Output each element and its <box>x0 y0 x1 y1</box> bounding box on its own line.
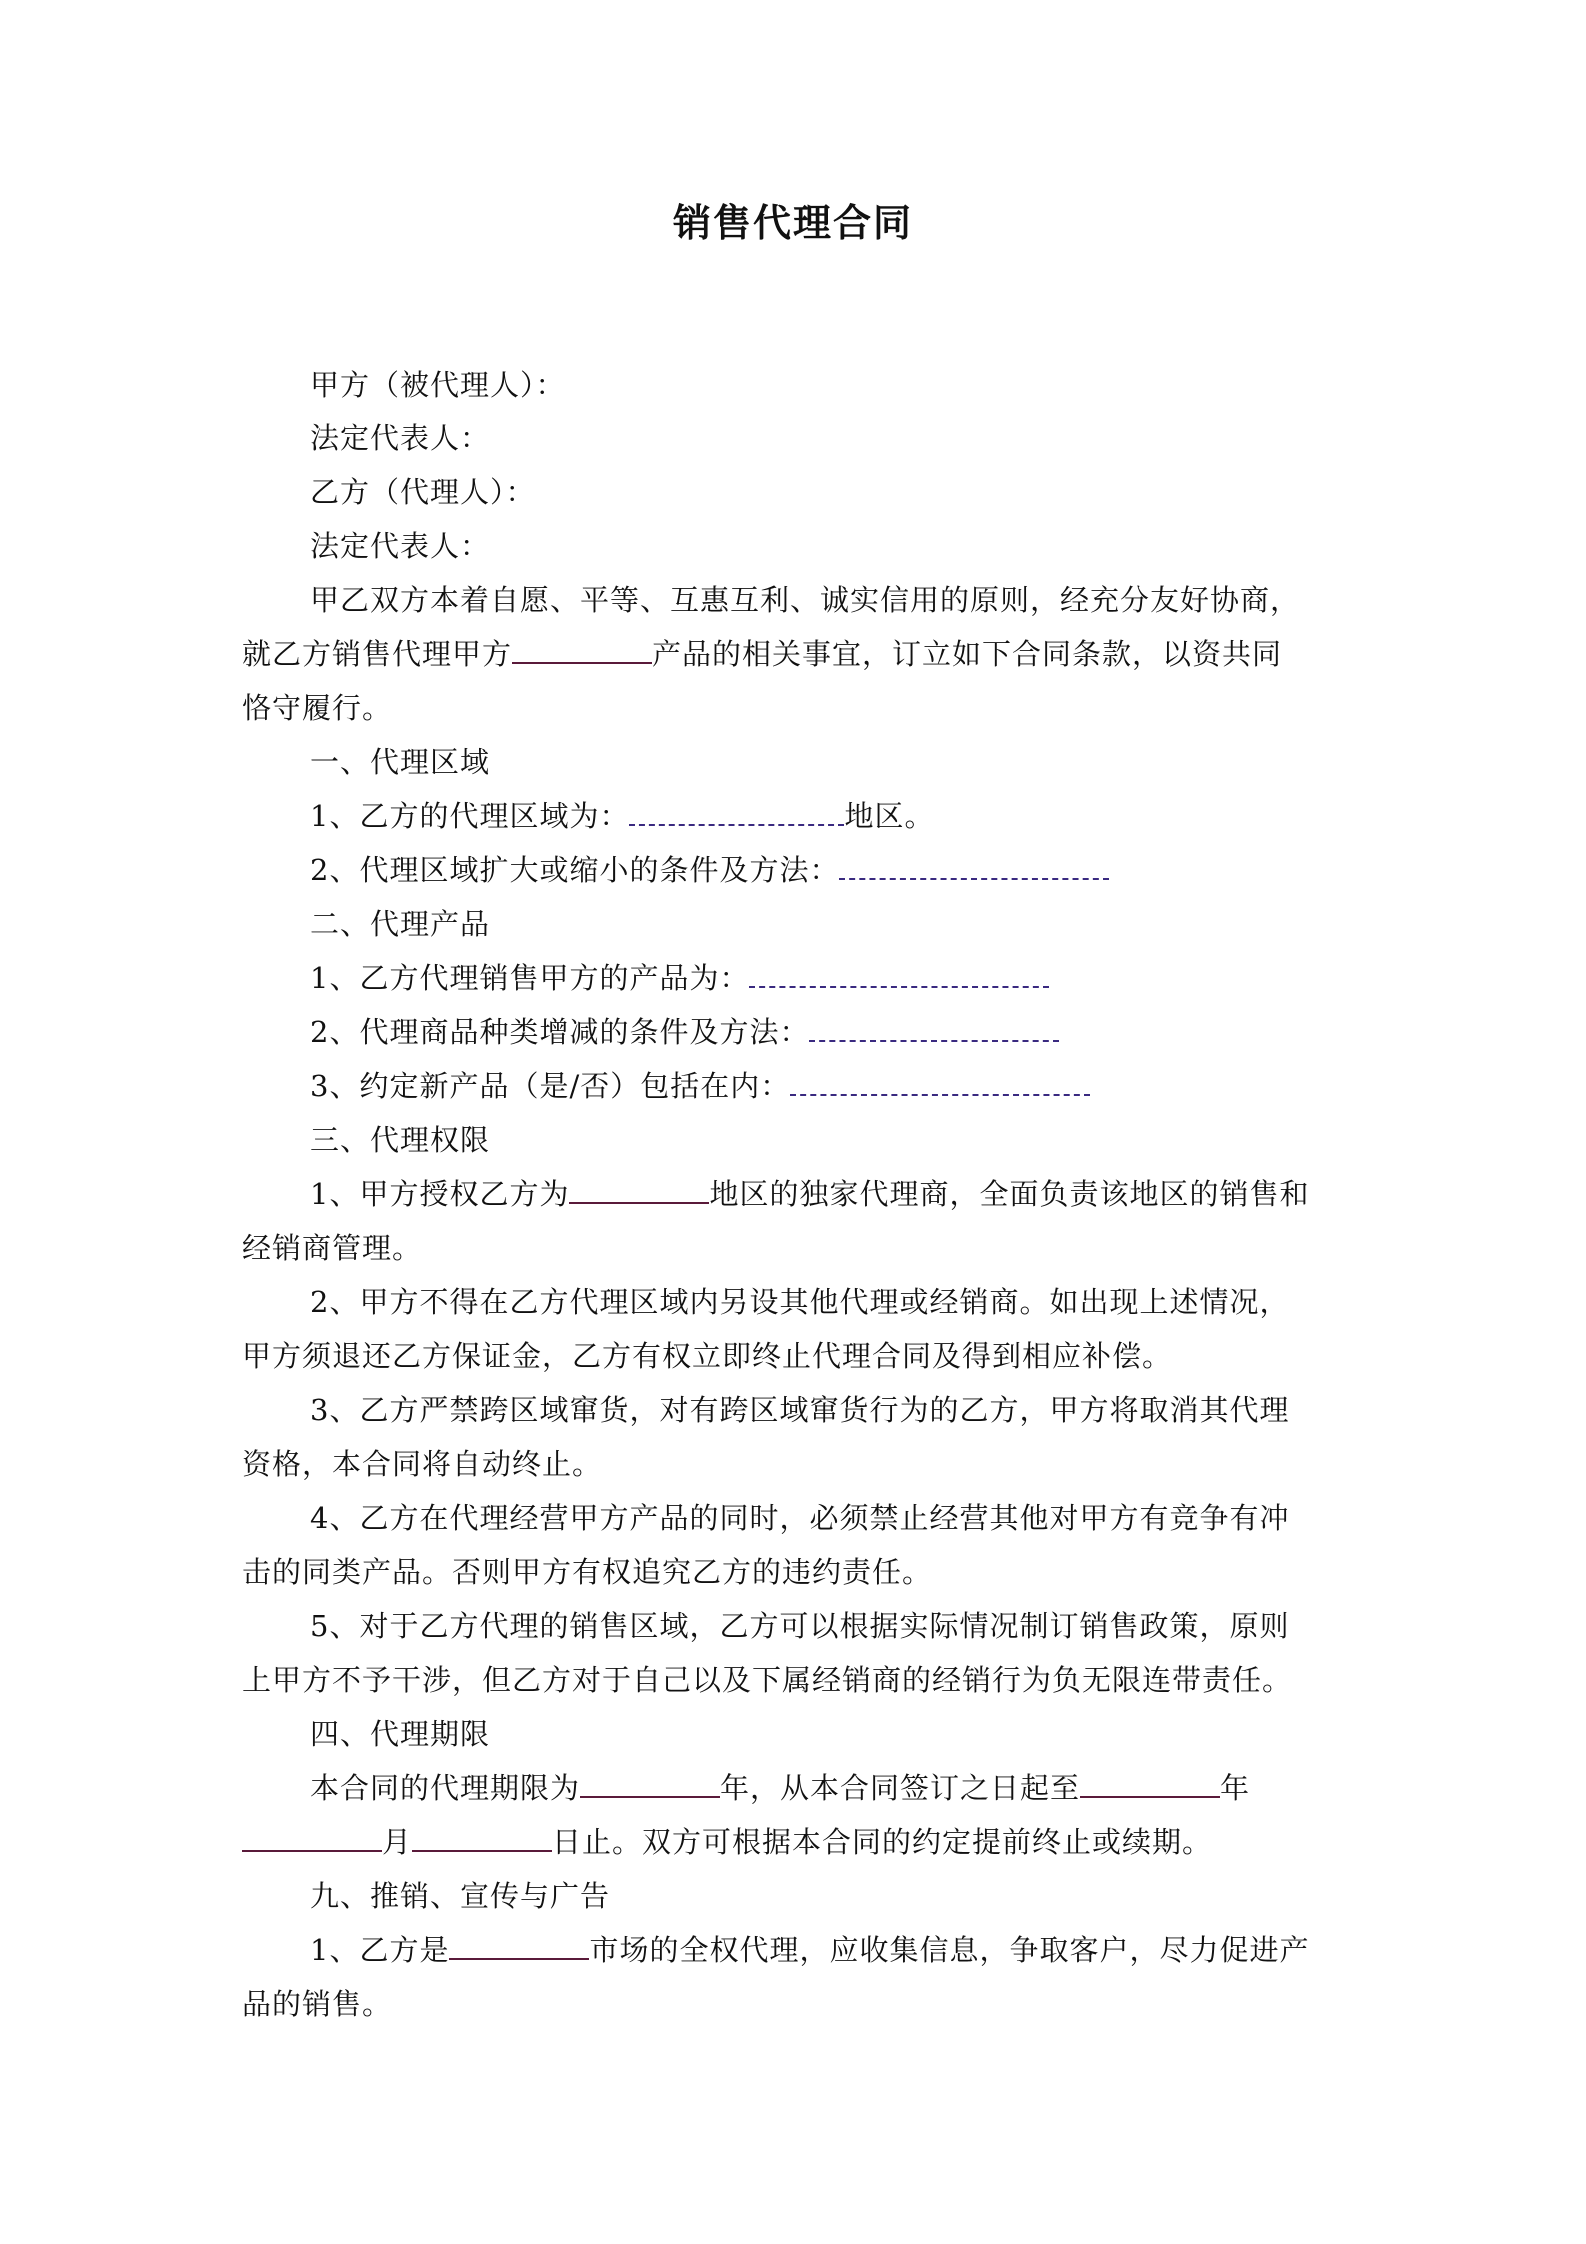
item-text: 本合同的代理期限为 <box>310 1771 581 1805</box>
section-3-item-4-cont: 击的同类产品。否则甲方有权追究乙方的违约责任。 <box>242 1555 933 1589</box>
preamble-text: 产品的相关事宜，订立如下合同条款，以资共同 <box>652 637 1283 671</box>
section-9-item-1-cont: 品的销售。 <box>242 1987 393 2021</box>
section-2-item-1 <box>310 958 1049 998</box>
section-1-item-1 <box>310 796 934 836</box>
section-4-line-1 <box>310 1768 1250 1808</box>
item-text: 年 <box>1220 1771 1251 1805</box>
item-text: 2、代理商品种类增减的条件及方法： <box>310 1015 810 1049</box>
section-1-item-2 <box>310 850 1109 890</box>
preamble-line-1: 甲乙双方本着自愿、平等、互惠互利、诚实信用的原则，经充分友好协商， <box>310 583 1301 617</box>
section-4-line-2 <box>242 1822 1212 1862</box>
section-2-item-2 <box>310 1012 1059 1052</box>
end-day-blank[interactable] <box>412 1824 552 1852</box>
exclusive-region-blank[interactable] <box>569 1176 709 1204</box>
product-blank[interactable] <box>512 636 652 664</box>
preamble-text: 就乙方销售代理甲方 <box>242 637 513 671</box>
party-a-rep-label: 法定代表人： <box>310 421 491 455</box>
item-text: 3、约定新产品（是/否）包括在内： <box>310 1069 791 1103</box>
region-change-blank[interactable] <box>839 856 1109 880</box>
market-blank[interactable] <box>449 1932 589 1960</box>
item-text: 1、乙方是 <box>310 1933 450 1967</box>
item-text: 地区的独家代理商，全面负责该地区的销售和 <box>709 1177 1310 1211</box>
item-text: 地区。 <box>844 799 935 833</box>
section-3-item-1-cont: 经销商管理。 <box>242 1231 423 1265</box>
section-3-item-1 <box>310 1174 1309 1214</box>
item-text: 日止。双方可根据本合同的约定提前终止或续期。 <box>552 1825 1213 1859</box>
section-3-item-2-cont: 甲方须退还乙方保证金，乙方有权立即终止代理合同及得到相应补偿。 <box>242 1339 1173 1373</box>
document-title: 销售代理合同 <box>672 200 913 245</box>
preamble-line-3: 恪守履行。 <box>242 691 393 725</box>
product-list-blank[interactable] <box>749 964 1049 988</box>
section-2-heading: 二、代理产品 <box>310 907 491 941</box>
party-b-rep-label: 法定代表人： <box>310 529 491 563</box>
item-text: 月 <box>382 1825 413 1859</box>
section-3-item-4: 4、乙方在代理经营甲方产品的同时，必须禁止经营其他对甲方有竞争有冲 <box>310 1501 1290 1535</box>
section-4-heading: 四、代理期限 <box>310 1717 491 1751</box>
region-blank[interactable] <box>629 802 844 826</box>
item-text: 2、代理区域扩大或缩小的条件及方法： <box>310 853 840 887</box>
section-3-item-3: 3、乙方严禁跨区域窜货，对有跨区域窜货行为的乙方，甲方将取消其代理 <box>310 1393 1290 1427</box>
preamble-line-2 <box>242 634 1282 674</box>
item-text: 市场的全权代理，应收集信息，争取客户，尽力促进产 <box>589 1933 1310 1967</box>
section-3-item-5-cont: 上甲方不予干涉，但乙方对于自己以及下属经销商的经销行为负无限连带责任。 <box>242 1663 1293 1697</box>
party-a-label: 甲方（被代理人）： <box>310 368 566 402</box>
section-3-heading: 三、代理权限 <box>310 1123 491 1157</box>
item-text: 1、乙方的代理区域为： <box>310 799 630 833</box>
section-3-item-3-cont: 资格，本合同将自动终止。 <box>242 1447 603 1481</box>
new-product-blank[interactable] <box>790 1072 1090 1096</box>
item-text: 1、甲方授权乙方为 <box>310 1177 570 1211</box>
end-month-blank[interactable] <box>242 1824 382 1852</box>
term-years-blank[interactable] <box>580 1770 720 1798</box>
end-year-blank[interactable] <box>1080 1770 1220 1798</box>
section-3-item-5: 5、对于乙方代理的销售区域，乙方可以根据实际情况制订销售政策，原则 <box>310 1609 1290 1643</box>
section-2-item-3 <box>310 1066 1090 1106</box>
section-9-item-1 <box>310 1930 1309 1970</box>
section-3-item-2: 2、甲方不得在乙方代理区域内另设其他代理或经销商。如出现上述情况， <box>310 1285 1290 1319</box>
product-change-blank[interactable] <box>809 1018 1059 1042</box>
item-text: 1、乙方代理销售甲方的产品为： <box>310 961 750 995</box>
section-9-heading: 九、推销、宣传与广告 <box>310 1879 611 1913</box>
item-text: 年，从本合同签订之日起至 <box>720 1771 1081 1805</box>
section-1-heading: 一、代理区域 <box>310 745 491 779</box>
party-b-label: 乙方（代理人）： <box>310 475 536 509</box>
